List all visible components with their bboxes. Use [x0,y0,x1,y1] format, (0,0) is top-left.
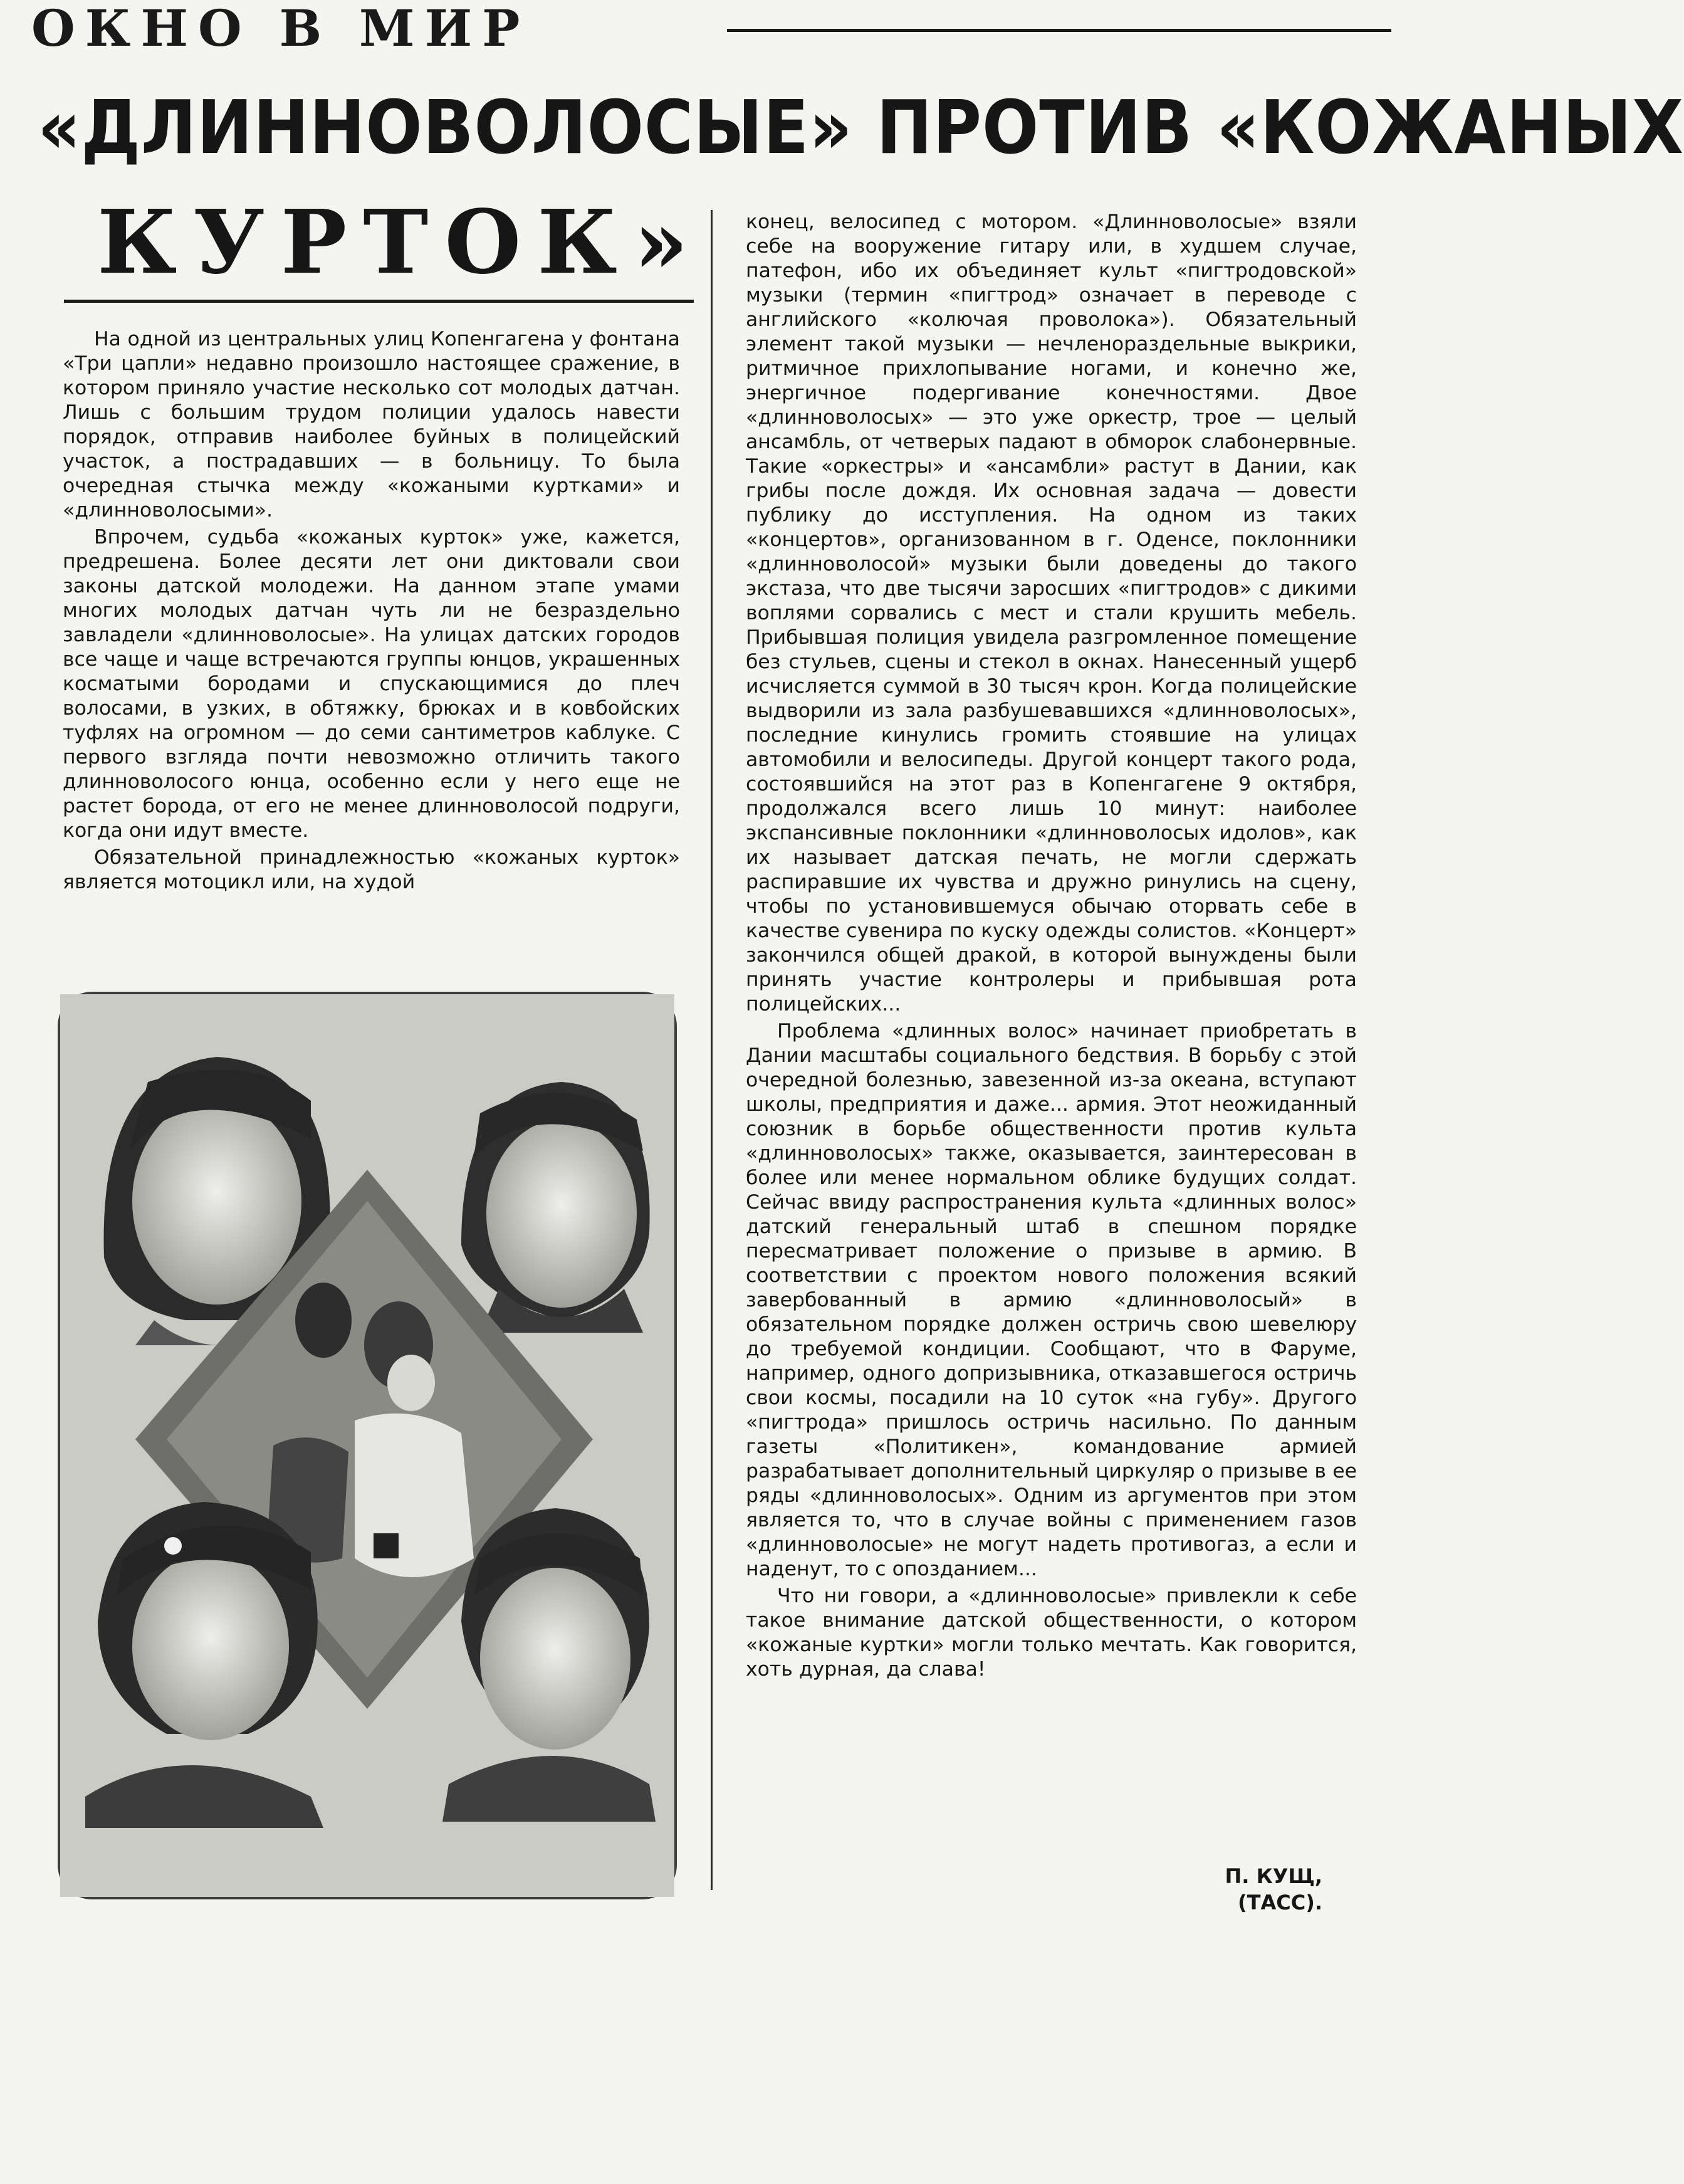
photo-collage-image [60,994,674,1897]
paragraph: Обязательной принадлежностью «кожаных курток» является мотоцикл или, на худой [63,846,680,893]
article-column-right [746,210,1357,1684]
news-agency: (ТАСС). [1238,1891,1322,1914]
author-name: П. КУЩ, [1225,1864,1322,1888]
beatles-photo-collage [58,992,677,1899]
article-column-left [63,327,680,960]
paragraph: Впрочем, судьба «кожаных курток» уже, кажется, предрешена. Более десяти лет они диктовали свои законы датской молодежи. На данном этапе умами многих молодых датчан чуть ли не безраздельно завладели «длинноволосые». На улицах датских городов все чаще и чаще встречаются группы юнцов, украшенных косматыми бородами и спускающимися до плеч волосами, в узких, в обтяжку, брюках и в ковбойских туфлях на огромном — до семи сантиметров каблуке. С первого взгляда почти невозможно отличить такого длинноволосого юнца, особенно если у него еще не растет борода, от его не менее длинноволосой подруги, когда они идут вместе. [63,526,680,842]
rubric-rule [727,29,1391,32]
paragraph: Что ни говори, а «длинноволосые» привлекли к себе такое внимание датской общественности, о котором «кожаные куртки» могли только мечтать. Как говорится, хоть дурная, да слава! [746,1585,1357,1681]
rubric-header [25,0,1391,60]
headline-line-1: «ДЛИННОВОЛОСЫЕ» ПРОТИВ «КОЖАНЫХ [38,84,1684,171]
paragraph: Проблема «длинных волос» начинает приобретать в Дании масштабы социального бедствия. В борьбу с этой очередной болезнью, завезенной из-за океана, вступают школы, предприятия и даже... армия. Этот неожиданный союзник в борьбе общественности против культа «длинноволосых» также, оказывается, заинтересован в более или менее нормальном облике будущих солдат. Сейчас ввиду распространения культа «длинных волос» датский генеральный штаб в спешном порядке пересматривает положение о призыве в армию. В соответствии с проектом нового положения всякий завербованный в армию «длинноволосый» в обязательном порядке должен остричь свою шевелюру до требуемой кондиции. Сообщают, что в Фаруме, например, одного допризывника, отказавшегося остричь свои космы, посадили на 10 суток «на губу». Другого «пигтрода» пришлось остричь насильно. По данным газеты «Политикен», командование армией разрабатывает дополнительный циркуляр о призыве в ее ряды «длинноволосых». Одним из аргументов при этом является то, что в случае войны с применением газов «длинноволосые» не могут надеть противогаз, а если и наденут, то с опозданием... [746,1020,1357,1580]
paragraph: На одной из центральных улиц Копенгагена у фонтана «Три цапли» недавно произошло настоящее сражение, в котором приняло участие несколько сот молодых датчан. Лишь с большим трудом полиции удалось навести порядок, отправив наиболее буйных в полицейский участок, а пострадавших — в больницу. То была очередная стычка между «кожаными куртками» и «длинноволосыми». [63,328,680,522]
column-divider [711,210,713,1890]
signature [1122,1863,1322,1916]
paragraph: конец, велосипед с мотором. «Длинноволосые» взяли себе на вооружение гитару или, в худшем случае, патефон, ибо их объединяет культ «пигтродовской» музыки (термин «пигтрод» означает в переводе с английского «колючая проволока»). Обязательный элемент такой музыки — нечленораздельные выкрики, ритмичное прихлопывание ногами, и конечно же, энергичное подергивание конечностями. Двое «длинноволосых» — это уже оркестр, трое — целый ансамбль, от четверых падают в обморок слабонервные. Такие «оркестры» и «ансамбли» растут в Дании, как грибы после дождя. Их основная задача — довести публику до исступления. На одном из таких «концертов», организованном в г. Оденсе, поклонники «длинноволосой» музыки были доведены до такого экстаза, что две тысячи заросших «пигтродов» с дикими воплями сорвались с мест и стали крушить мебель. Прибывшая полиция увидела разгромленное помещение без стульев, сцены и стекол в окнах. Нанесенный ущерб исчисляется суммой в 30 тысяч крон. Когда полицейские выдворили из зала разбушевавшихся «длинноволосых», последние кинулись громить стоявшие на улицах автомобили и велосипеды. Другой концерт такого рода, состоявшийся на этот раз в Копенгагене 9 октября, продолжался всего лишь 10 минут: наиболее экспансивные поклонники «длинноволосых идолов», как их называет датская печать, не могли сдержать распиравшие их чувства и дружно ринулись на сцену, чтобы по установившемуся обычаю оторвать себе в качестве сувенира по куску одежды солистов. «Концерт» закончился общей дракой, в которой вынуждены были принять участие контролеры и прибывшая рота полицейских... [746,211,1357,1016]
headline-rule [64,300,694,303]
headline-line-2: КУРТОК» [97,191,705,294]
rubric-title: ОКНО В МИР [31,0,530,58]
